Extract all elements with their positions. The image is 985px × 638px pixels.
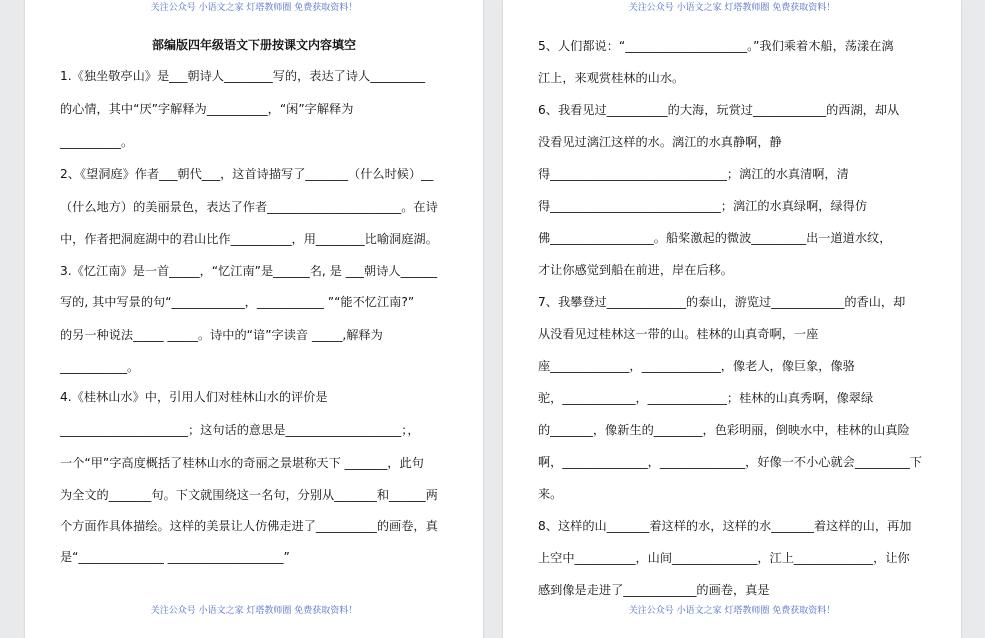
text-line: 来。 — [538, 487, 563, 501]
text-line: 座_____________，_____________，像老人，像巨象，像骆 — [538, 359, 855, 373]
text-line: 从没看见过桂林这一带的山。桂林的山真奇啊，一座 — [538, 327, 819, 341]
watermark-top: 关注公众号 小语文之家 灯塔教师圈 免费获取资料！ — [628, 3, 836, 13]
text-line: 江上，来观赏桂林的山水。 — [538, 71, 685, 85]
text-line: 3.《忆江南》是一首_____，“忆江南”是______名, 是 ___朝诗人______ — [60, 264, 438, 278]
watermark-bottom: 关注公众号 小语文之家 灯塔教师圈 免费获取资料！ — [150, 606, 358, 616]
page-title: 部编版四年级语文下册按课文内容填空 — [151, 38, 356, 52]
text-line: 为全文的_______句。下文就围绕这一名句，分别从_______和______两 — [60, 488, 438, 502]
text-line: 7、我攀登过_____________的泰山，游览过____________的香山，却 — [538, 295, 906, 309]
text-line: 个方面作具体描绘。这样的美景让人仿佛走进了__________的画卷，真 — [60, 519, 438, 533]
text-line: 中，作者把洞庭湖中的君山比作__________，用________比喻洞庭湖。 — [60, 232, 438, 246]
text-line: 没看见过漓江这样的水。漓江的水真静啊，静 — [538, 135, 782, 149]
text-line: 的_______，像新生的________，色彩明丽，倒映水中，桂林的山真险 — [538, 423, 910, 437]
text-line: 的另一种说法_____ _____。诗中的“谙”字读音 _____,解释为 — [60, 328, 383, 342]
text-line: 写的, 其中写景的句“____________，___________ ”“能不忆江南?” — [60, 295, 415, 309]
text-line: 8、这样的山_______着这样的水，这样的水_______着这样的山，再加 — [538, 519, 912, 533]
text-line: 得_____________________________；漓江的水真清啊，清 — [538, 167, 849, 181]
text-line: 上空中__________，山间______________，江上_____________，让你 — [538, 551, 910, 565]
text-line: 一个“甲”字高度概括了桂林山水的奇丽之景堪称天下 _______，此句 — [60, 456, 424, 470]
text-line: 啊，______________，______________，好像一不小心就会_________下 — [538, 455, 922, 469]
text-line: 的心情，其中“厌”字解释为__________，“闲”字解释为 — [60, 102, 354, 116]
text-line: 才让你感觉到船在前进，岸在后移。 — [538, 263, 733, 277]
text-line: 1.《独坐敬亭山》是___朝诗人________写的，表达了诗人_________ — [60, 69, 426, 83]
text-line: 2、《望洞庭》作者___朝代___，这首诗描写了_______（什么时候）__ — [60, 167, 434, 181]
text-line: 得____________________________；漓江的水真绿啊，绿得仿 — [538, 199, 868, 213]
text-line: 5、人们都说：“____________________。”我们乘着木船，荡漾在漓 — [538, 39, 894, 53]
watermark-bottom: 关注公众号 小语文之家 灯塔教师圈 免费获取资料！ — [628, 606, 836, 616]
text-line: 驼，____________，_____________；桂林的山真秀啊，像翠绿 — [538, 391, 874, 405]
text-line: 感到像是走进了____________的画卷，真是 — [538, 583, 770, 597]
text-line: 4.《桂林山水》中，引用人们对桂林山水的评价是 — [60, 390, 328, 404]
text-line: （什么地方）的美丽景色，表达了作者______________________。在诗 — [60, 200, 438, 214]
text-line: ___________。 — [60, 360, 140, 374]
text-line: _____________________；这句话的意思是___________________；， — [60, 423, 420, 437]
watermark-top: 关注公众号 小语文之家 灯塔教师圈 免费获取资料！ — [150, 3, 358, 13]
text-line: 6、我看见过__________的大海，玩赏过____________的西湖，却从 — [538, 103, 900, 117]
document-page-right — [503, 0, 961, 638]
text-line: 佛_________________。船桨激起的微波_________出一道道水纹， — [538, 231, 892, 245]
text-line: __________。 — [60, 135, 134, 149]
text-line: 是“______________ ___________________” — [60, 550, 290, 564]
document-page-left — [25, 0, 483, 638]
